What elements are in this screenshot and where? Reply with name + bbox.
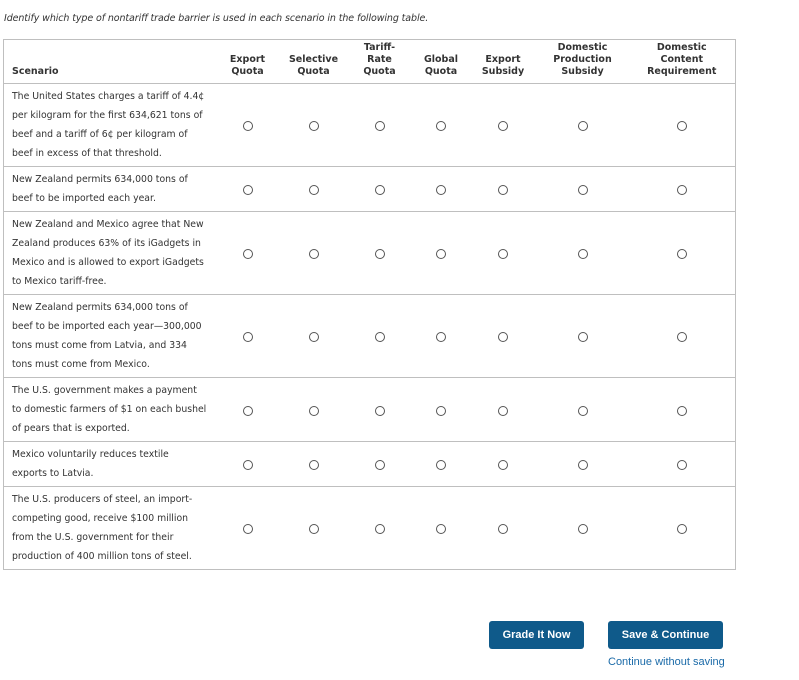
instructions-text: Identify which type of nontariff trade barrier is used in each scenario in the following table. [4, 13, 429, 24]
scenario-text: New Zealand and Mexico agree that New Zealand produces 63% of its iGadgets in Mexico and is allowed to export iGadgets to Mexico tariff-free. [4, 212, 215, 295]
radio-export-quota[interactable] [243, 185, 253, 195]
radio-global-quota[interactable] [436, 406, 446, 416]
radio-tariff-rate-quota[interactable] [375, 524, 385, 534]
column-header-export-subsidy: Export Subsidy [470, 40, 537, 84]
radio-domestic-content-requirement[interactable] [677, 249, 687, 259]
column-header-tariff-rate-quota: Tariff- Rate Quota [347, 40, 413, 84]
radio-export-subsidy[interactable] [498, 524, 508, 534]
radio-global-quota[interactable] [436, 121, 446, 131]
column-header-global-quota: Global Quota [413, 40, 470, 84]
radio-tariff-rate-quota[interactable] [375, 406, 385, 416]
radio-tariff-rate-quota[interactable] [375, 332, 385, 342]
scenario-text: Mexico voluntarily reduces textile exports to Latvia. [4, 442, 215, 487]
scenario-text: The U.S. producers of steel, an import-competing good, receive $100 million from the U.S. government for their production of 400 million tons of steel. [4, 487, 215, 570]
radio-global-quota[interactable] [436, 524, 446, 534]
radio-domestic-content-requirement[interactable] [677, 460, 687, 470]
scenario-text: New Zealand permits 634,000 tons of beef to be imported each year—300,000 tons must come from Latvia, and 334 tons must come from Mexico. [4, 295, 215, 378]
radio-global-quota[interactable] [436, 460, 446, 470]
column-header-domestic-production-subsidy: Domestic Production Subsidy [537, 40, 629, 84]
header-row [4, 40, 736, 84]
radio-domestic-content-requirement[interactable] [677, 524, 687, 534]
radio-domestic-production-subsidy[interactable] [578, 121, 588, 131]
radio-export-quota[interactable] [243, 249, 253, 259]
radio-export-quota[interactable] [243, 406, 253, 416]
radio-export-quota[interactable] [243, 332, 253, 342]
radio-export-subsidy[interactable] [498, 332, 508, 342]
radio-domestic-production-subsidy[interactable] [578, 332, 588, 342]
scenario-text: The United States charges a tariff of 4.4¢ per kilogram for the first 634,621 tons of beef and a tariff of 6¢ per kilogram of beef in excess of that threshold. [4, 84, 215, 167]
radio-export-quota[interactable] [243, 524, 253, 534]
table-row [4, 295, 736, 378]
radio-domestic-production-subsidy[interactable] [578, 460, 588, 470]
radio-export-subsidy[interactable] [498, 406, 508, 416]
table-row [4, 212, 736, 295]
radio-selective-quota[interactable] [309, 406, 319, 416]
radio-domestic-content-requirement[interactable] [677, 121, 687, 131]
radio-selective-quota[interactable] [309, 185, 319, 195]
column-header-selective-quota: Selective Quota [281, 40, 347, 84]
radio-export-quota[interactable] [243, 460, 253, 470]
grade-it-now-button[interactable]: Grade It Now [489, 621, 584, 649]
radio-tariff-rate-quota[interactable] [375, 121, 385, 131]
column-header-domestic-content-requirement: Domestic Content Requirement [629, 40, 736, 84]
scenario-table [3, 39, 736, 570]
radio-tariff-rate-quota[interactable] [375, 460, 385, 470]
continue-without-saving-link[interactable]: Continue without saving [608, 656, 725, 668]
table-row [4, 487, 736, 570]
radio-domestic-production-subsidy[interactable] [578, 185, 588, 195]
radio-domestic-content-requirement[interactable] [677, 332, 687, 342]
radio-tariff-rate-quota[interactable] [375, 249, 385, 259]
radio-global-quota[interactable] [436, 185, 446, 195]
radio-selective-quota[interactable] [309, 249, 319, 259]
radio-domestic-production-subsidy[interactable] [578, 249, 588, 259]
radio-export-quota[interactable] [243, 121, 253, 131]
save-and-continue-button[interactable]: Save & Continue [608, 621, 723, 649]
radio-domestic-production-subsidy[interactable] [578, 524, 588, 534]
table-row [4, 378, 736, 442]
scenario-text: New Zealand permits 634,000 tons of beef to be imported each year. [4, 167, 215, 212]
radio-selective-quota[interactable] [309, 121, 319, 131]
table-row [4, 84, 736, 167]
radio-selective-quota[interactable] [309, 524, 319, 534]
column-header-export-quota: Export Quota [215, 40, 281, 84]
radio-export-subsidy[interactable] [498, 460, 508, 470]
radio-global-quota[interactable] [436, 332, 446, 342]
radio-domestic-production-subsidy[interactable] [578, 406, 588, 416]
radio-global-quota[interactable] [436, 249, 446, 259]
table-row [4, 167, 736, 212]
radio-export-subsidy[interactable] [498, 249, 508, 259]
scenario-text: The U.S. government makes a payment to domestic farmers of $1 on each bushel of pears that is exported. [4, 378, 215, 442]
table-row [4, 442, 736, 487]
radio-selective-quota[interactable] [309, 460, 319, 470]
radio-export-subsidy[interactable] [498, 121, 508, 131]
radio-tariff-rate-quota[interactable] [375, 185, 385, 195]
radio-domestic-content-requirement[interactable] [677, 185, 687, 195]
radio-export-subsidy[interactable] [498, 185, 508, 195]
radio-selective-quota[interactable] [309, 332, 319, 342]
scenario-header: Scenario [4, 40, 215, 84]
radio-domestic-content-requirement[interactable] [677, 406, 687, 416]
